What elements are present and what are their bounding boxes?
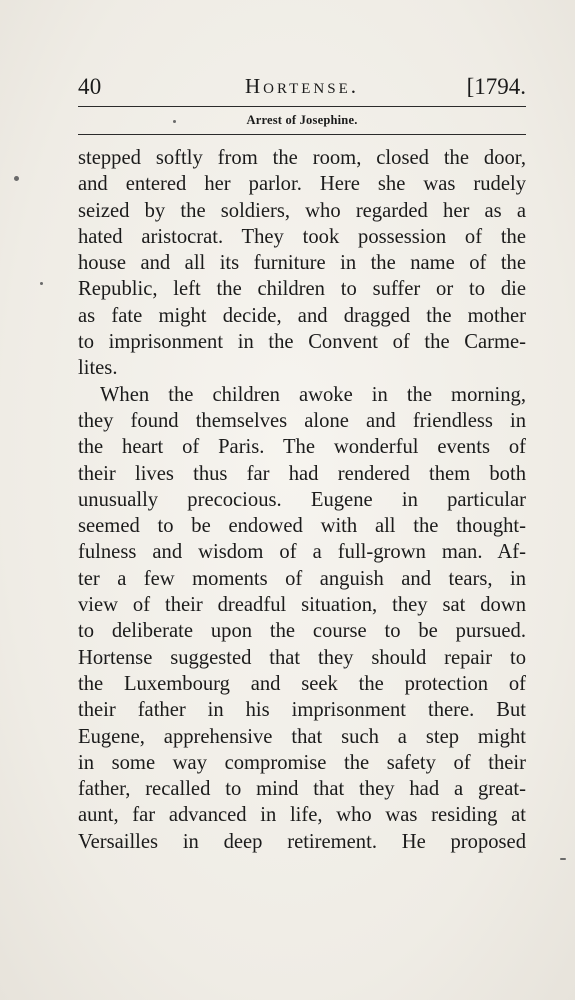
- text-line: the Luxembourg and seek the protection of: [78, 672, 526, 695]
- text-line: lites.: [78, 357, 118, 380]
- text-line: and entered her parlor. Here she was rudely: [78, 173, 526, 196]
- page-number: 40: [78, 74, 102, 99]
- text-line: their lives thus far had rendered them both: [78, 462, 526, 485]
- text-line: their father in his imprisonment there. But: [78, 699, 526, 722]
- text-line: When the children awoke in the morning,: [100, 383, 526, 406]
- text-line: they found themselves alone and friendless in: [78, 409, 526, 432]
- text-line: fulness and wisdom of a full-grown man. Af-: [78, 541, 526, 564]
- text-line: Republic, left the children to suffer or to die: [78, 278, 526, 301]
- text-line: to deliberate upon the course to be pursued.: [78, 620, 526, 643]
- text-line: father, recalled to mind that they had a great-: [78, 778, 526, 801]
- page-header: [78, 74, 526, 108]
- text-line: house and all its furniture in the name of the: [78, 252, 526, 275]
- text-line: aunt, far advanced in life, who was residing at: [78, 804, 526, 827]
- text-line: seized by the soldiers, who regarded her as a: [78, 199, 526, 222]
- paper-speck: [14, 176, 19, 181]
- header-rule-top: [78, 106, 526, 107]
- text-line: unusually precocious. Eugene in particular: [78, 488, 526, 511]
- text-line: in some way compromise the safety of their: [78, 751, 526, 774]
- text-line: Versailles in deep retirement. He proposed: [78, 830, 526, 853]
- running-title: Hortense.: [244, 74, 359, 98]
- header-year: [1794.: [466, 74, 526, 99]
- paper-speck: [173, 120, 176, 123]
- text-line: seemed to be endowed with all the thought-: [78, 515, 526, 538]
- text-line: ter a few moments of anguish and tears, in: [78, 567, 526, 590]
- text-line: Eugene, apprehensive that such a step might: [78, 725, 526, 748]
- paper-speck: [40, 282, 43, 285]
- section-subtitle: Arrest of Josephine.: [246, 113, 358, 127]
- text-line: the heart of Paris. The wonderful events of: [78, 436, 526, 459]
- body-text: [78, 145, 526, 855]
- text-line: view of their dreadful situation, they sat down: [78, 594, 526, 617]
- text-line: as fate might decide, and dragged the mother: [78, 304, 526, 327]
- text-line: to imprisonment in the Convent of the Carme-: [78, 331, 526, 354]
- text-line: Hortense suggested that they should repair to: [78, 646, 526, 669]
- header-rule-bottom: [78, 134, 526, 135]
- text-line: stepped softly from the room, closed the door,: [78, 147, 526, 169]
- text-line: hated aristocrat. They took possession of the: [78, 225, 526, 248]
- paper-speck: [560, 858, 566, 860]
